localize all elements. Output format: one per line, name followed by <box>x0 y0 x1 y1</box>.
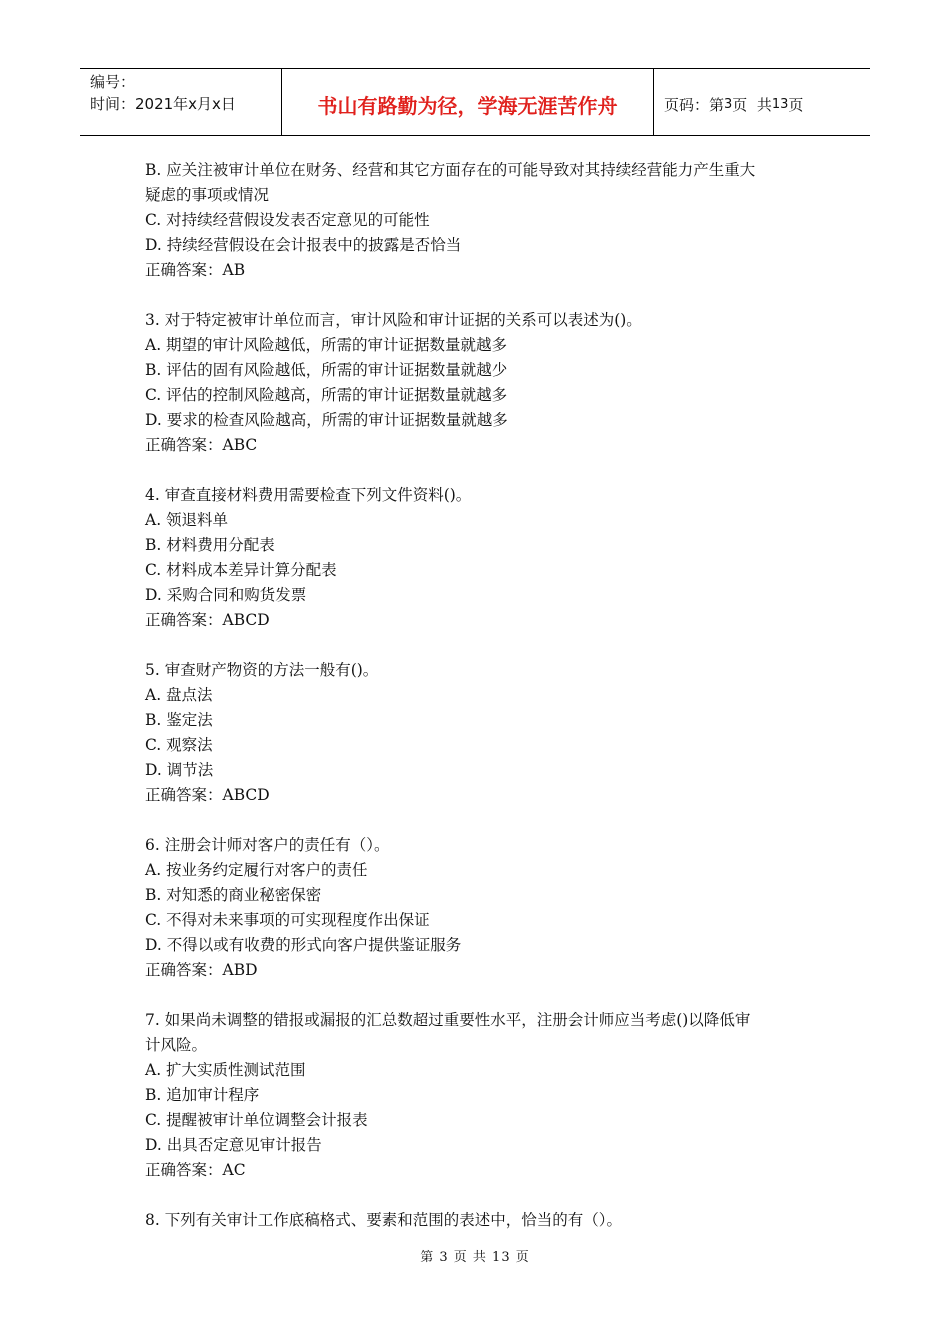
text-line: A. 盘点法 <box>145 686 213 704</box>
text-line: D. 出具否定意见审计报告 <box>145 1136 322 1154</box>
document-number-label: 编号： <box>90 73 136 91</box>
blank-line <box>145 458 825 483</box>
text-line: A. 领退料单 <box>145 511 229 529</box>
text-line: 正确答案：AB <box>145 261 246 279</box>
header-motto: 书山有路勤为径，学海无涯苦作舟 <box>282 69 654 135</box>
page-current: 3 <box>724 96 733 112</box>
blank-line <box>145 283 825 308</box>
text-line: D. 持续经营假设在会计报表中的披露是否恰当 <box>145 236 462 254</box>
text-line: B. 鉴定法 <box>145 711 213 729</box>
text-line: A. 按业务约定履行对客户的责任 <box>145 861 368 879</box>
text-line: C. 不得对未来事项的可实现程度作出保证 <box>145 911 430 929</box>
text-line: 7. 如果尚未调整的错报或漏报的汇总数超过重要性水平，注册会计师应当考虑()以降低审 <box>145 1011 751 1029</box>
text-line: 5. 审查财产物资的方法一般有()。 <box>145 661 379 679</box>
text-line: D. 调节法 <box>145 761 214 779</box>
text-line: 疑虑的事项或情况 <box>145 186 270 204</box>
blank-line <box>145 1183 825 1208</box>
page-prefix: 页码：第 <box>664 95 725 114</box>
text-line: B. 评估的固有风险越低，所需的审计证据数量就越少 <box>145 361 508 379</box>
text-line: B. 材料费用分配表 <box>145 536 275 554</box>
text-line: 正确答案：AC <box>145 1161 246 1179</box>
text-line: 4. 审查直接材料费用需要检查下列文件资料()。 <box>145 486 472 504</box>
blank-line <box>145 633 825 658</box>
page-header <box>80 68 870 136</box>
text-line: C. 评估的控制风险越高，所需的审计证据数量就越多 <box>145 386 508 404</box>
text-line: C. 材料成本差异计算分配表 <box>145 561 337 579</box>
document-body <box>145 158 825 1233</box>
blank-line <box>145 808 825 833</box>
blank-line <box>145 983 825 1008</box>
text-line: C. 对持续经营假设发表否定意见的可能性 <box>145 211 430 229</box>
page-total: 13 <box>771 96 789 112</box>
text-line: D. 不得以或有收费的形式向客户提供鉴证服务 <box>145 936 462 954</box>
page-mid: 页 共 <box>732 95 772 114</box>
text-line: 正确答案：ABCD <box>145 786 270 804</box>
text-line: D. 要求的检查风险越高，所需的审计证据数量就越多 <box>145 411 508 429</box>
header-meta <box>80 69 282 135</box>
page-suffix: 页 <box>788 95 804 114</box>
text-line: 计风险。 <box>145 1036 208 1054</box>
text-line: 6. 注册会计师对客户的责任有（）。 <box>145 836 390 854</box>
document-time-label: 时间：2021年x月x日 <box>90 95 236 113</box>
text-line: 8. 下列有关审计工作底稿格式、要素和范围的表述中，恰当的有（）。 <box>145 1211 622 1229</box>
text-line: A. 期望的审计风险越低，所需的审计证据数量就越多 <box>145 336 508 354</box>
text-line: B. 应关注被审计单位在财务、经营和其它方面存在的可能导致对其持续经营能力产生重大 <box>145 161 756 179</box>
text-line: C. 提醒被审计单位调整会计报表 <box>145 1111 368 1129</box>
header-page-info <box>654 69 870 135</box>
text-line: 正确答案：ABC <box>145 436 258 454</box>
text-line: B. 对知悉的商业秘密保密 <box>145 886 322 904</box>
text-line: D. 采购合同和购货发票 <box>145 586 307 604</box>
text-line: B. 追加审计程序 <box>145 1086 260 1104</box>
text-line: 正确答案：ABD <box>145 961 258 979</box>
text-line: A. 扩大实质性测试范围 <box>145 1061 306 1079</box>
page-footer: 第 3 页 共 13 页 <box>420 1250 530 1265</box>
text-line: 3. 对于特定被审计单位而言，审计风险和审计证据的关系可以表述为()。 <box>145 311 642 329</box>
text-line: 正确答案：ABCD <box>145 611 270 629</box>
text-line: C. 观察法 <box>145 736 213 754</box>
